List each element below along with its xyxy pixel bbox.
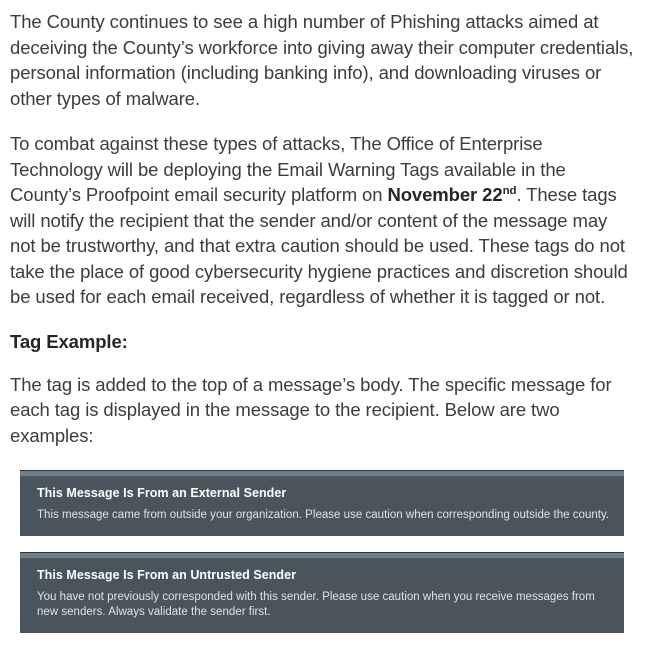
- deployment-rest-text: . These tags will notify the recipient that the sender and/or content of the message may not be trustworthy, and that extra caution should be used. These tags do not take the place of good cybersecurity hygiene practices and discretion should be used for each email received, regardless of whether it is tagged or not.: [10, 184, 628, 307]
- external-sender-tag-title: This Message Is From an External Sender: [37, 486, 287, 500]
- intro-paragraph: The County continues to see a high number of Phishing attacks aimed at deceiving the County’s workforce into giving away their computer credentials, personal information (including banking info), and downloading viruses or other types of malware.: [10, 11, 634, 109]
- deployment-date: [387, 184, 516, 205]
- tag-example-list: [10, 470, 636, 633]
- external-sender-tag-box: [20, 470, 624, 536]
- untrusted-sender-tag-box: [20, 552, 624, 633]
- untrusted-sender-tag-title: This Message Is From an Untrusted Sender: [37, 567, 297, 582]
- deployment-lead-text: To combat against these types of attacks, The Office of Enterprise Technology will be deploying the Email Warning Tags available in the County’s Proofpoint email security platform on: [10, 133, 566, 205]
- deployment-date-ordinal: nd: [502, 184, 517, 197]
- deployment-date-text: November 22: [387, 184, 503, 205]
- tag-example-heading: Tag Example:: [10, 330, 128, 352]
- external-sender-tag-message: This message came from outside your organization. Please use caution when corresponding outside the county.: [37, 509, 610, 521]
- tag-example-intro-paragraph: The tag is added to the top of a message’s body. The specific message for each tag is displayed in the message to the recipient. Below are two examples:: [10, 373, 612, 446]
- deployment-paragraph: [10, 131, 636, 310]
- untrusted-sender-tag-message: You have not previously corresponded with this sender. Please use caution when you receive messages from new senders. Always validate the sender first.: [37, 590, 595, 618]
